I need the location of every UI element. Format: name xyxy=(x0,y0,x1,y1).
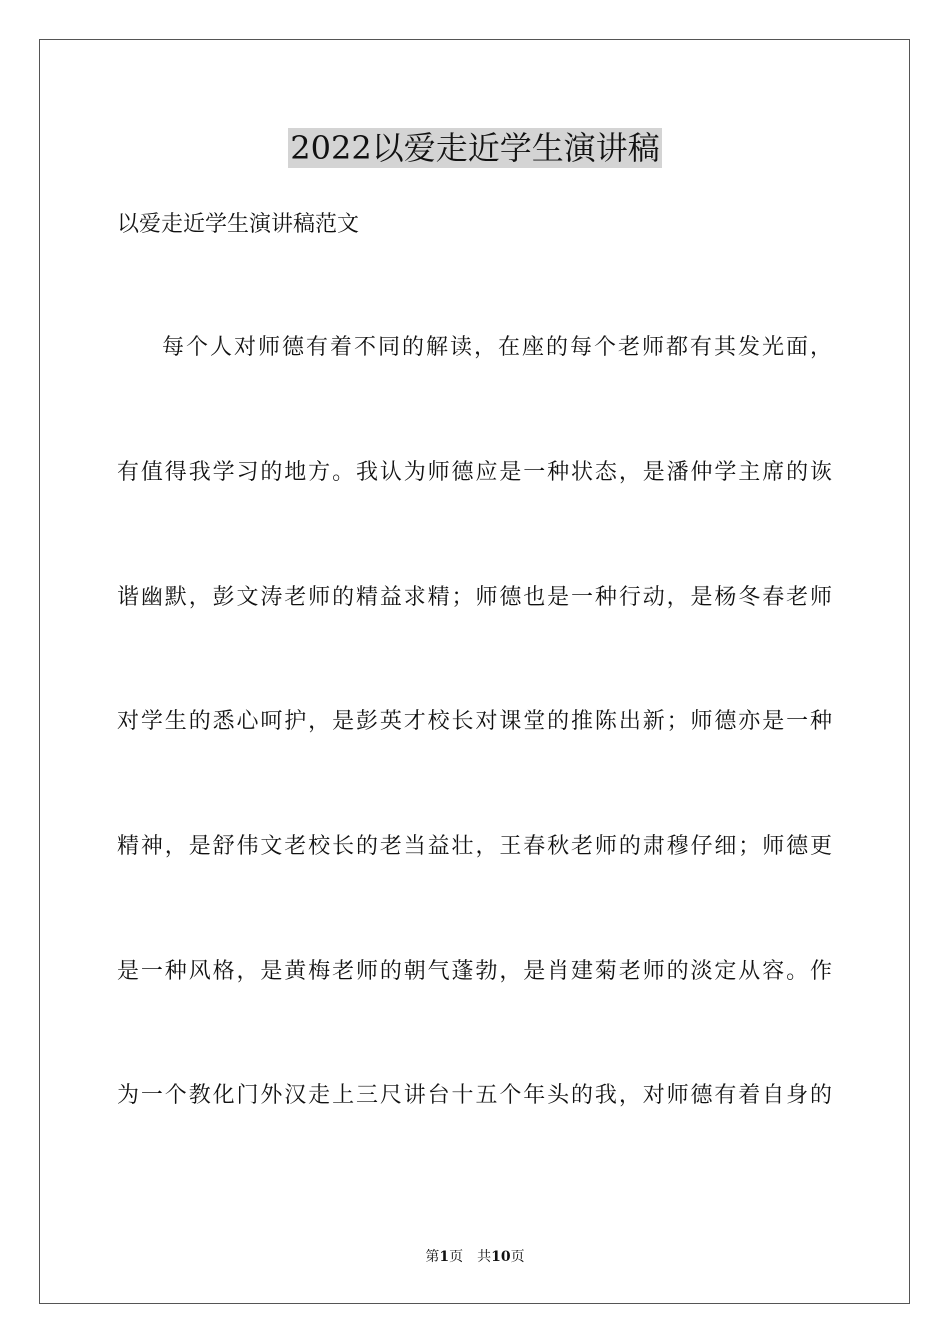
paragraph-line-4: 对学生的悉心呵护，是彭英才校长对课堂的推陈出新；师德亦是一种 xyxy=(117,709,832,734)
paragraph-line-7: 为一个教化门外汉走上三尺讲台十五个年头的我，对师德有着自身的 xyxy=(117,1083,832,1108)
footer-page-prefix: 第 xyxy=(425,1249,440,1265)
footer-total-pages: 10 xyxy=(491,1249,511,1265)
paragraph-line-6: 是一种风格，是黄梅老师的朝气蓬勃，是肖建菊老师的淡定从容。作 xyxy=(117,959,832,984)
footer-total-suffix: 页 xyxy=(510,1249,525,1265)
paragraph-line-2: 有值得我学习的地方。我认为师德应是一种状态，是潘仲学主席的诙 xyxy=(117,460,832,485)
title-container xyxy=(0,128,950,168)
document-subtitle: 以爱走近学生演讲稿范文 xyxy=(117,212,360,237)
paragraph-line-1: 每个人对师德有着不同的解读，在座的每个老师都有其发光面， xyxy=(162,335,832,360)
footer-total-prefix: 共 xyxy=(477,1249,492,1265)
document-title: 2022以爱走近学生演讲稿 xyxy=(290,129,660,167)
paragraph-line-5: 精神，是舒伟文老校长的老当益壮，王春秋老师的肃穆仔细；师德更 xyxy=(117,834,832,859)
paragraph-line-3: 谐幽默，彭文涛老师的精益求精；师德也是一种行动，是杨冬春老师 xyxy=(117,585,832,610)
footer-page-number: 1 xyxy=(439,1249,450,1265)
footer-page-suffix: 页 xyxy=(449,1249,464,1265)
page-footer xyxy=(0,1248,950,1266)
